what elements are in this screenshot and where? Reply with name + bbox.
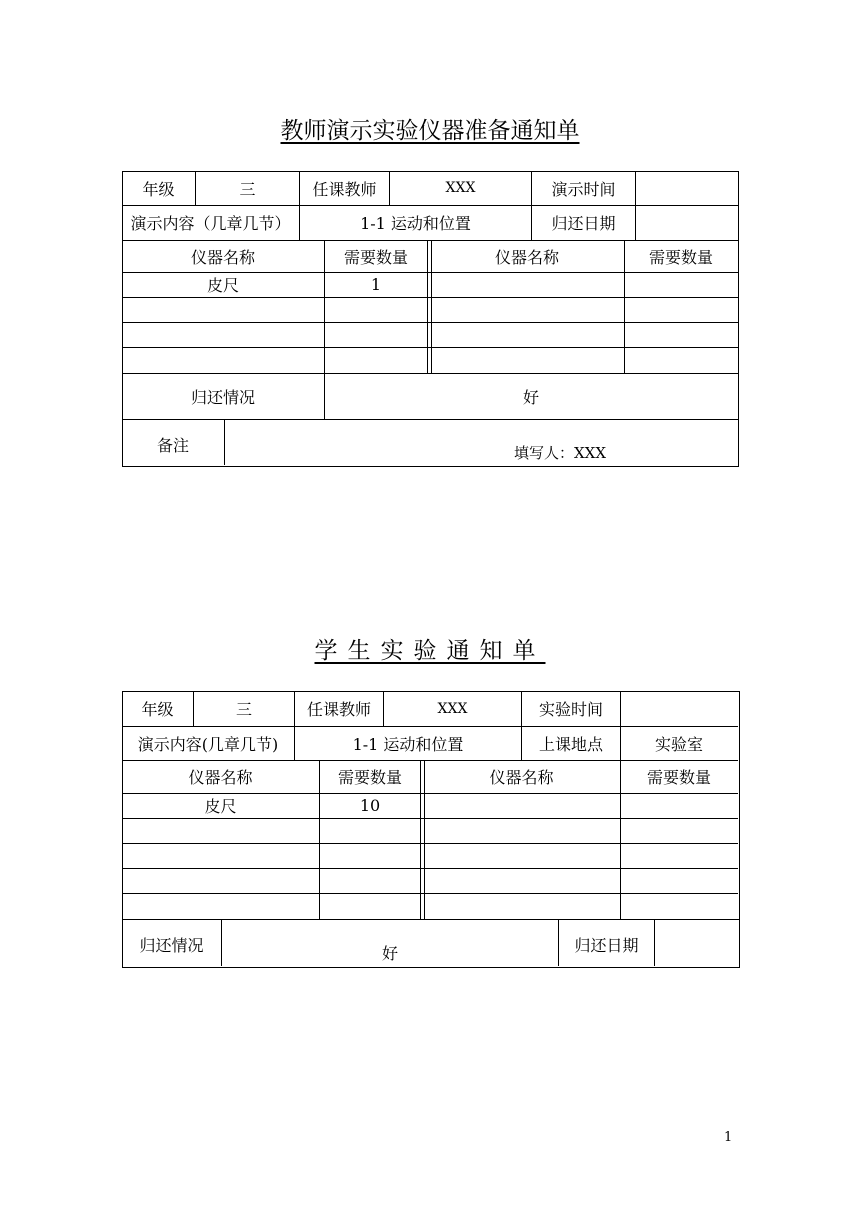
form2-time-label: 实验时间 bbox=[538, 700, 603, 719]
form1-item-qty bbox=[325, 347, 427, 373]
form2-col-qty-left: 需要数量 bbox=[337, 768, 402, 787]
form1-return-status-label: 归还情况 bbox=[190, 387, 255, 407]
form2-time-value bbox=[621, 691, 737, 726]
form2-return-status-label: 归还情况 bbox=[139, 936, 204, 955]
form1-time-label: 演示时间 bbox=[551, 179, 616, 199]
form1-col-qty-right: 需要数量 bbox=[648, 247, 713, 267]
form2-return-date-value bbox=[655, 919, 739, 966]
form2-grade-value: 三 bbox=[235, 700, 252, 719]
form2-teacher-label: 任课教师 bbox=[306, 700, 371, 719]
form1-return-status-value: 好 bbox=[522, 387, 539, 407]
form1-item-qty bbox=[325, 322, 427, 347]
form2-item-name: 皮尺 bbox=[204, 797, 237, 816]
form1-item-qty: 1 bbox=[370, 275, 382, 294]
form1-grade-value: 三 bbox=[239, 179, 256, 199]
form2-item-name bbox=[122, 843, 319, 868]
form2-location-value: 实验室 bbox=[654, 734, 703, 754]
page-number: 1 bbox=[724, 1130, 733, 1145]
form1-content-value: 1-1 运动和位置 bbox=[360, 214, 471, 233]
form1-grade-label: 年级 bbox=[142, 179, 175, 199]
form2-content-label: 演示内容(几章几节) bbox=[137, 734, 279, 754]
form1-col-name-right: 仪器名称 bbox=[494, 247, 559, 267]
form2-content-value: 1-1 运动和位置 bbox=[352, 734, 464, 754]
form2-return-date-label: 归还日期 bbox=[574, 936, 639, 955]
form2-col-name-right: 仪器名称 bbox=[489, 768, 554, 787]
form2-col-name-left: 仪器名称 bbox=[188, 768, 253, 787]
form1-col-name-left: 仪器名称 bbox=[190, 247, 255, 267]
form2-location-label: 上课地点 bbox=[538, 734, 603, 754]
form2-item-qty bbox=[320, 893, 420, 919]
form1-return-date-label: 归还日期 bbox=[551, 214, 616, 233]
form2-item-qty bbox=[320, 818, 420, 843]
form1-return-date-value bbox=[636, 205, 737, 240]
form2-grade-label: 年级 bbox=[141, 700, 174, 719]
form1-remarks-label: 备注 bbox=[156, 436, 189, 455]
form2-col-qty-right: 需要数量 bbox=[646, 768, 711, 787]
form1-time-value bbox=[636, 171, 737, 205]
form1-vline bbox=[224, 419, 225, 465]
form2-item-qty bbox=[320, 843, 420, 868]
form2-return-status-value: 好 bbox=[381, 944, 398, 963]
form1-filler: 填写人：XXX bbox=[513, 443, 607, 462]
form2-item-name bbox=[122, 868, 319, 893]
form2-item-qty: 10 bbox=[359, 796, 381, 815]
form1-item-name bbox=[122, 297, 324, 322]
form1-title: 教师演示实验仪器准备通知单 bbox=[280, 118, 580, 144]
form2-item-name bbox=[122, 818, 319, 843]
form1-item-name bbox=[122, 347, 324, 373]
form2-vline bbox=[739, 919, 740, 966]
form2-item-name bbox=[122, 893, 319, 919]
form2-item-qty bbox=[320, 868, 420, 893]
form1-content-label: 演示内容（几章几节） bbox=[130, 214, 291, 233]
form1-item-name: 皮尺 bbox=[206, 276, 239, 295]
form2-title: 学生实验通知单 bbox=[314, 638, 546, 664]
form2-teacher-value: XXX bbox=[437, 700, 468, 717]
form1-col-qty-left: 需要数量 bbox=[343, 247, 408, 267]
form1-item-name bbox=[122, 322, 324, 347]
form1-teacher-label: 任课教师 bbox=[312, 179, 377, 199]
form1-teacher-value: XXX bbox=[445, 180, 476, 196]
form1-item-qty bbox=[325, 297, 427, 322]
